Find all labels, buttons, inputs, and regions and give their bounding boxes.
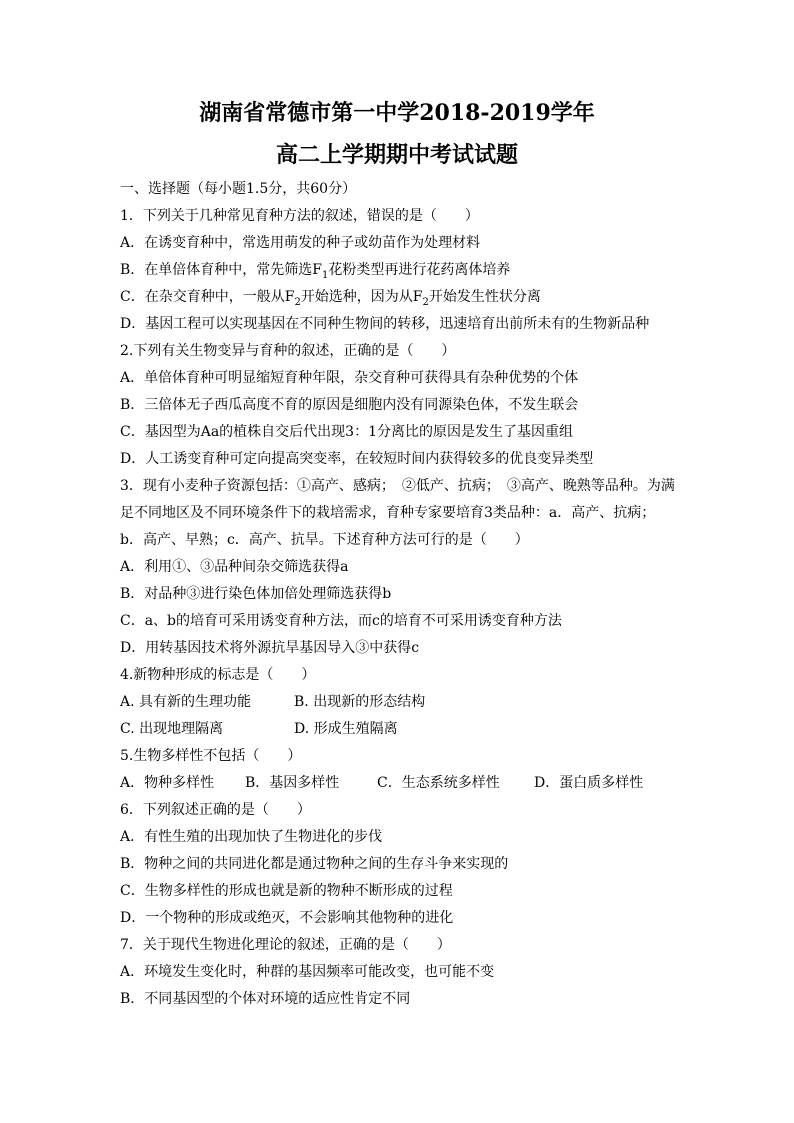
- question-7-stem: 7．关于现代生物进化理论的叙述，正确的是（ ）: [120, 937, 451, 953]
- question-6-option-d: D．一个物种的形成或绝灭，不会影响其他物种的进化: [120, 910, 454, 926]
- question-4-option-a: A. 具有新的生理功能: [120, 694, 252, 710]
- question-5-stem: 5.生物多样性不包括（ ）: [120, 748, 302, 764]
- question-2-option-b: B．三倍体无子西瓜高度不育的原因是细胞内没有同源染色体，不发生联会: [120, 397, 579, 413]
- question-4-option-b: B. 出现新的形态结构: [294, 694, 426, 710]
- question-5-option-a: A．物种多样性: [120, 775, 215, 791]
- page-title: 湖南省常德市第一中学2018-2019学年: [199, 100, 595, 126]
- question-7-option-a: A．环境发生变化时，种群的基因频率可能改变，也可能不变: [120, 964, 495, 980]
- question-2-option-c: C．基因型为Aa的植株自交后代出现3：1分离比的原因是发生了基因重组: [120, 424, 573, 440]
- page-subtitle: 高二上学期期中考试试题: [275, 142, 518, 168]
- question-1-option-b: B．在单倍体育种中，常先筛选$F_1$花粉类型再进行花药离体培养: [120, 262, 511, 281]
- question-6-option-c: C．生物多样性的形成也就是新的物种不断形成的过程: [120, 883, 453, 899]
- question-4-option-d: D. 形成生殖隔离: [294, 721, 398, 737]
- question-6-stem: 6．下列叙述正确的是（ ）: [120, 802, 311, 818]
- question-4-option-c: C. 出现地理隔离: [120, 721, 224, 737]
- question-5-option-b: B．基因多样性: [245, 775, 340, 791]
- question-3-option-c: C．a、b的培育可采用诱变育种方法，而c的培育不可采用诱变育种方法: [120, 613, 562, 629]
- question-5-option-d: D．蛋白质多样性: [534, 775, 644, 791]
- question-2-option-d: D．人工诱变育种可定向提高突变率，在较短时间内获得较多的优良变异类型: [120, 451, 594, 467]
- question-7-option-b: B．不同基因型的个体对环境的适应性肯定不同: [120, 991, 411, 1007]
- question-1-option-a: A．在诱变育种中，常选用萌发的种子或幼苗作为处理材料: [120, 235, 481, 251]
- question-2-option-a: A．单倍体育种可明显缩短育种年限，杂交育种可获得具有杂种优势的个体: [120, 370, 579, 386]
- question-3-option-a: A．利用①、③品种间杂交筛选获得a: [120, 559, 349, 575]
- question-3-option-d: D．用转基因技术将外源抗旱基因导入③中获得c: [120, 640, 420, 656]
- question-1-stem: 1．下列关于几种常见育种方法的叙述，错误的是（ ）: [120, 208, 479, 224]
- question-3-stem-line-3: b．高产、早熟；c．高产、抗旱。下述育种方法可行的是（ ）: [120, 532, 529, 548]
- question-6-option-b: B．物种之间的共同进化都是通过物种之间的生存斗争来实现的: [120, 856, 509, 872]
- question-3-stem-line-1: 3．现有小麦种子资源包括：①高产、感病； ②低产、抗病； ③高产、晚熟等品种。为满: [120, 478, 675, 494]
- question-3-option-b: B．对品种③进行染色体加倍处理筛选获得b: [120, 586, 392, 602]
- question-2-stem: 2.下列有关生物变异与育种的叙述，正确的是（ ）: [120, 343, 456, 359]
- question-1-option-d: D．基因工程可以实现基因在不同种生物间的转移，迅速培育出前所未有的生物新品种: [120, 316, 650, 332]
- question-4-stem: 4.新物种形成的标志是（ ）: [120, 667, 316, 683]
- question-3-stem-line-2: 足不同地区及不同环境条件下的栽培需求，育种专家要培育3类品种：a．高产、抗病；: [120, 505, 656, 521]
- question-5-option-c: C．生态系统多样性: [377, 775, 500, 791]
- question-1-option-c: C．在杂交育种中，一般从$F_2$开始选种，因为从$F_2$开始发生性状分离: [120, 289, 541, 308]
- section-heading: 一、选择题（每小题1.5分，共60分）: [120, 181, 357, 197]
- question-6-option-a: A．有性生殖的出现加快了生物进化的步伐: [120, 829, 383, 845]
